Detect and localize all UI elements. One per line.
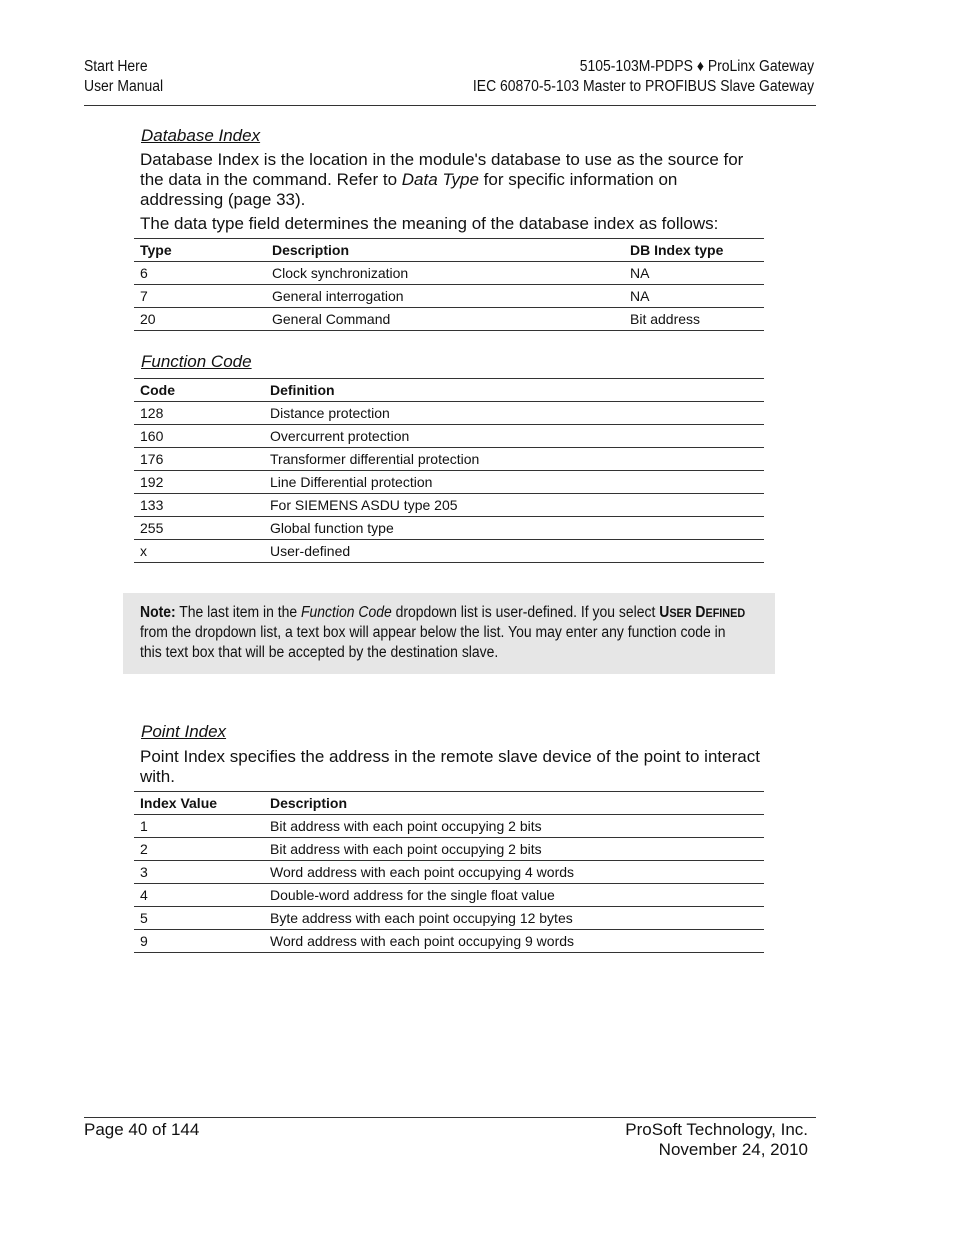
table-cell: 133 [134,494,264,517]
header-doc-section: Start Here [84,58,148,75]
column-header: Description [264,792,764,815]
table-cell: 9 [134,930,264,953]
note-text-part: The last item in the [175,604,302,621]
table-cell: Distance protection [264,402,764,425]
footer-company: ProSoft Technology, Inc. [625,1120,808,1139]
footer-right [625,1120,808,1159]
table-row [134,402,764,425]
table-cell: 1 [134,815,264,838]
sc-cap: D [695,604,706,621]
table-header-row [134,379,764,402]
table-cell: Bit address [624,308,764,331]
point-index-table [134,791,764,953]
header-doc-type: User Manual [84,77,164,95]
column-header: Description [266,239,624,262]
table-header-row [134,792,764,815]
table-cell: Bit address with each point occupying 2 bits [264,838,764,861]
table-row [134,262,764,285]
data-type-reference: Data Type [401,170,479,189]
note-text [140,603,770,663]
table-cell: Byte address with each point occupying 12 bytes [264,907,764,930]
table-row [134,308,764,331]
header-product: 5105-103M-PDPS ♦ ProLinx Gateway [579,58,814,75]
table-row [134,425,764,448]
column-header: Type [134,239,266,262]
header-left [84,57,163,96]
data-type-intro: The data type field determines the meaning of the database index as follows: [140,214,719,233]
point-index-paragraph: Point Index specifies the address in the remote slave device of the point to interact with. [140,747,760,786]
para-text: Database Index is the location in the module's database to use as the source for the data in the command. Refer to [140,150,744,189]
footer-rule [84,1117,816,1118]
table-cell: User-defined [264,540,764,563]
column-header: Definition [264,379,764,402]
table-cell: Word address with each point occupying 4 words [264,861,764,884]
function-code-heading: Function Code [141,352,252,371]
database-index-heading: Database Index [141,126,261,145]
table-cell: 255 [134,517,264,540]
point-index-heading: Point Index [141,722,227,741]
table-cell: Word address with each point occupying 9 words [264,930,764,953]
header-product-desc: IEC 60870-5-103 Master to PROFIBUS Slave Gateway [472,77,814,95]
note-box [123,593,775,674]
table-cell: x [134,540,264,563]
table-cell: 7 [134,285,266,308]
function-code-table [134,378,764,563]
table-cell: 4 [134,884,264,907]
table-cell: General interrogation [266,285,624,308]
note-label: Note: [140,604,176,621]
table-cell: NA [624,285,764,308]
table-cell: Double-word address for the single float value [264,884,764,907]
sc-small: EFINED [705,606,746,620]
user-defined-term [659,604,745,621]
table-row [134,517,764,540]
table-cell: 176 [134,448,264,471]
column-header: Code [134,379,264,402]
table-row [134,907,764,930]
table-cell: 2 [134,838,264,861]
table-cell: 6 [134,262,266,285]
table-cell: Bit address with each point occupying 2 bits [264,815,764,838]
header-right [473,57,814,96]
table-row [134,861,764,884]
table-row [134,884,764,907]
function-code-reference: Function Code [301,604,392,621]
column-header: Index Value [134,792,264,815]
page-number: Page 40 of 144 [84,1120,200,1139]
note-text-part: dropdown list is user-defined. If you select [391,604,660,621]
note-line-3: this text box that will be accepted by the destination slave. [140,644,499,661]
table-cell: Overcurrent protection [264,425,764,448]
table-row [134,930,764,953]
note-line-1 [140,603,770,623]
table-cell: 128 [134,402,264,425]
table-cell: 3 [134,861,264,884]
table-cell: NA [624,262,764,285]
table-cell: 160 [134,425,264,448]
table-cell: Global function type [264,517,764,540]
header-rule [84,105,816,106]
table-cell: For SIEMENS ASDU type 205 [264,494,764,517]
table-row [134,815,764,838]
table-row [134,494,764,517]
sc-cap: U [659,604,670,621]
table-row [134,471,764,494]
database-index-paragraph [140,150,765,210]
table-cell: Clock synchronization [266,262,624,285]
table-row [134,448,764,471]
footer-date: November 24, 2010 [658,1139,808,1159]
table-row [134,540,764,563]
sc-small: SER [669,606,692,620]
table-row [134,285,764,308]
column-header: DB Index type [624,239,764,262]
table-header-row [134,239,764,262]
note-line-2: from the dropdown list, a text box will appear below the list. You may enter any function code in [140,624,726,641]
table-cell: 5 [134,907,264,930]
table-cell: 192 [134,471,264,494]
table-row [134,838,764,861]
database-index-table [134,238,764,331]
table-cell: 20 [134,308,266,331]
table-cell: Line Differential protection [264,471,764,494]
table-cell: General Command [266,308,624,331]
para-text: for specific information on addressing (page 33). [140,170,678,209]
table-cell: Transformer differential protection [264,448,764,471]
